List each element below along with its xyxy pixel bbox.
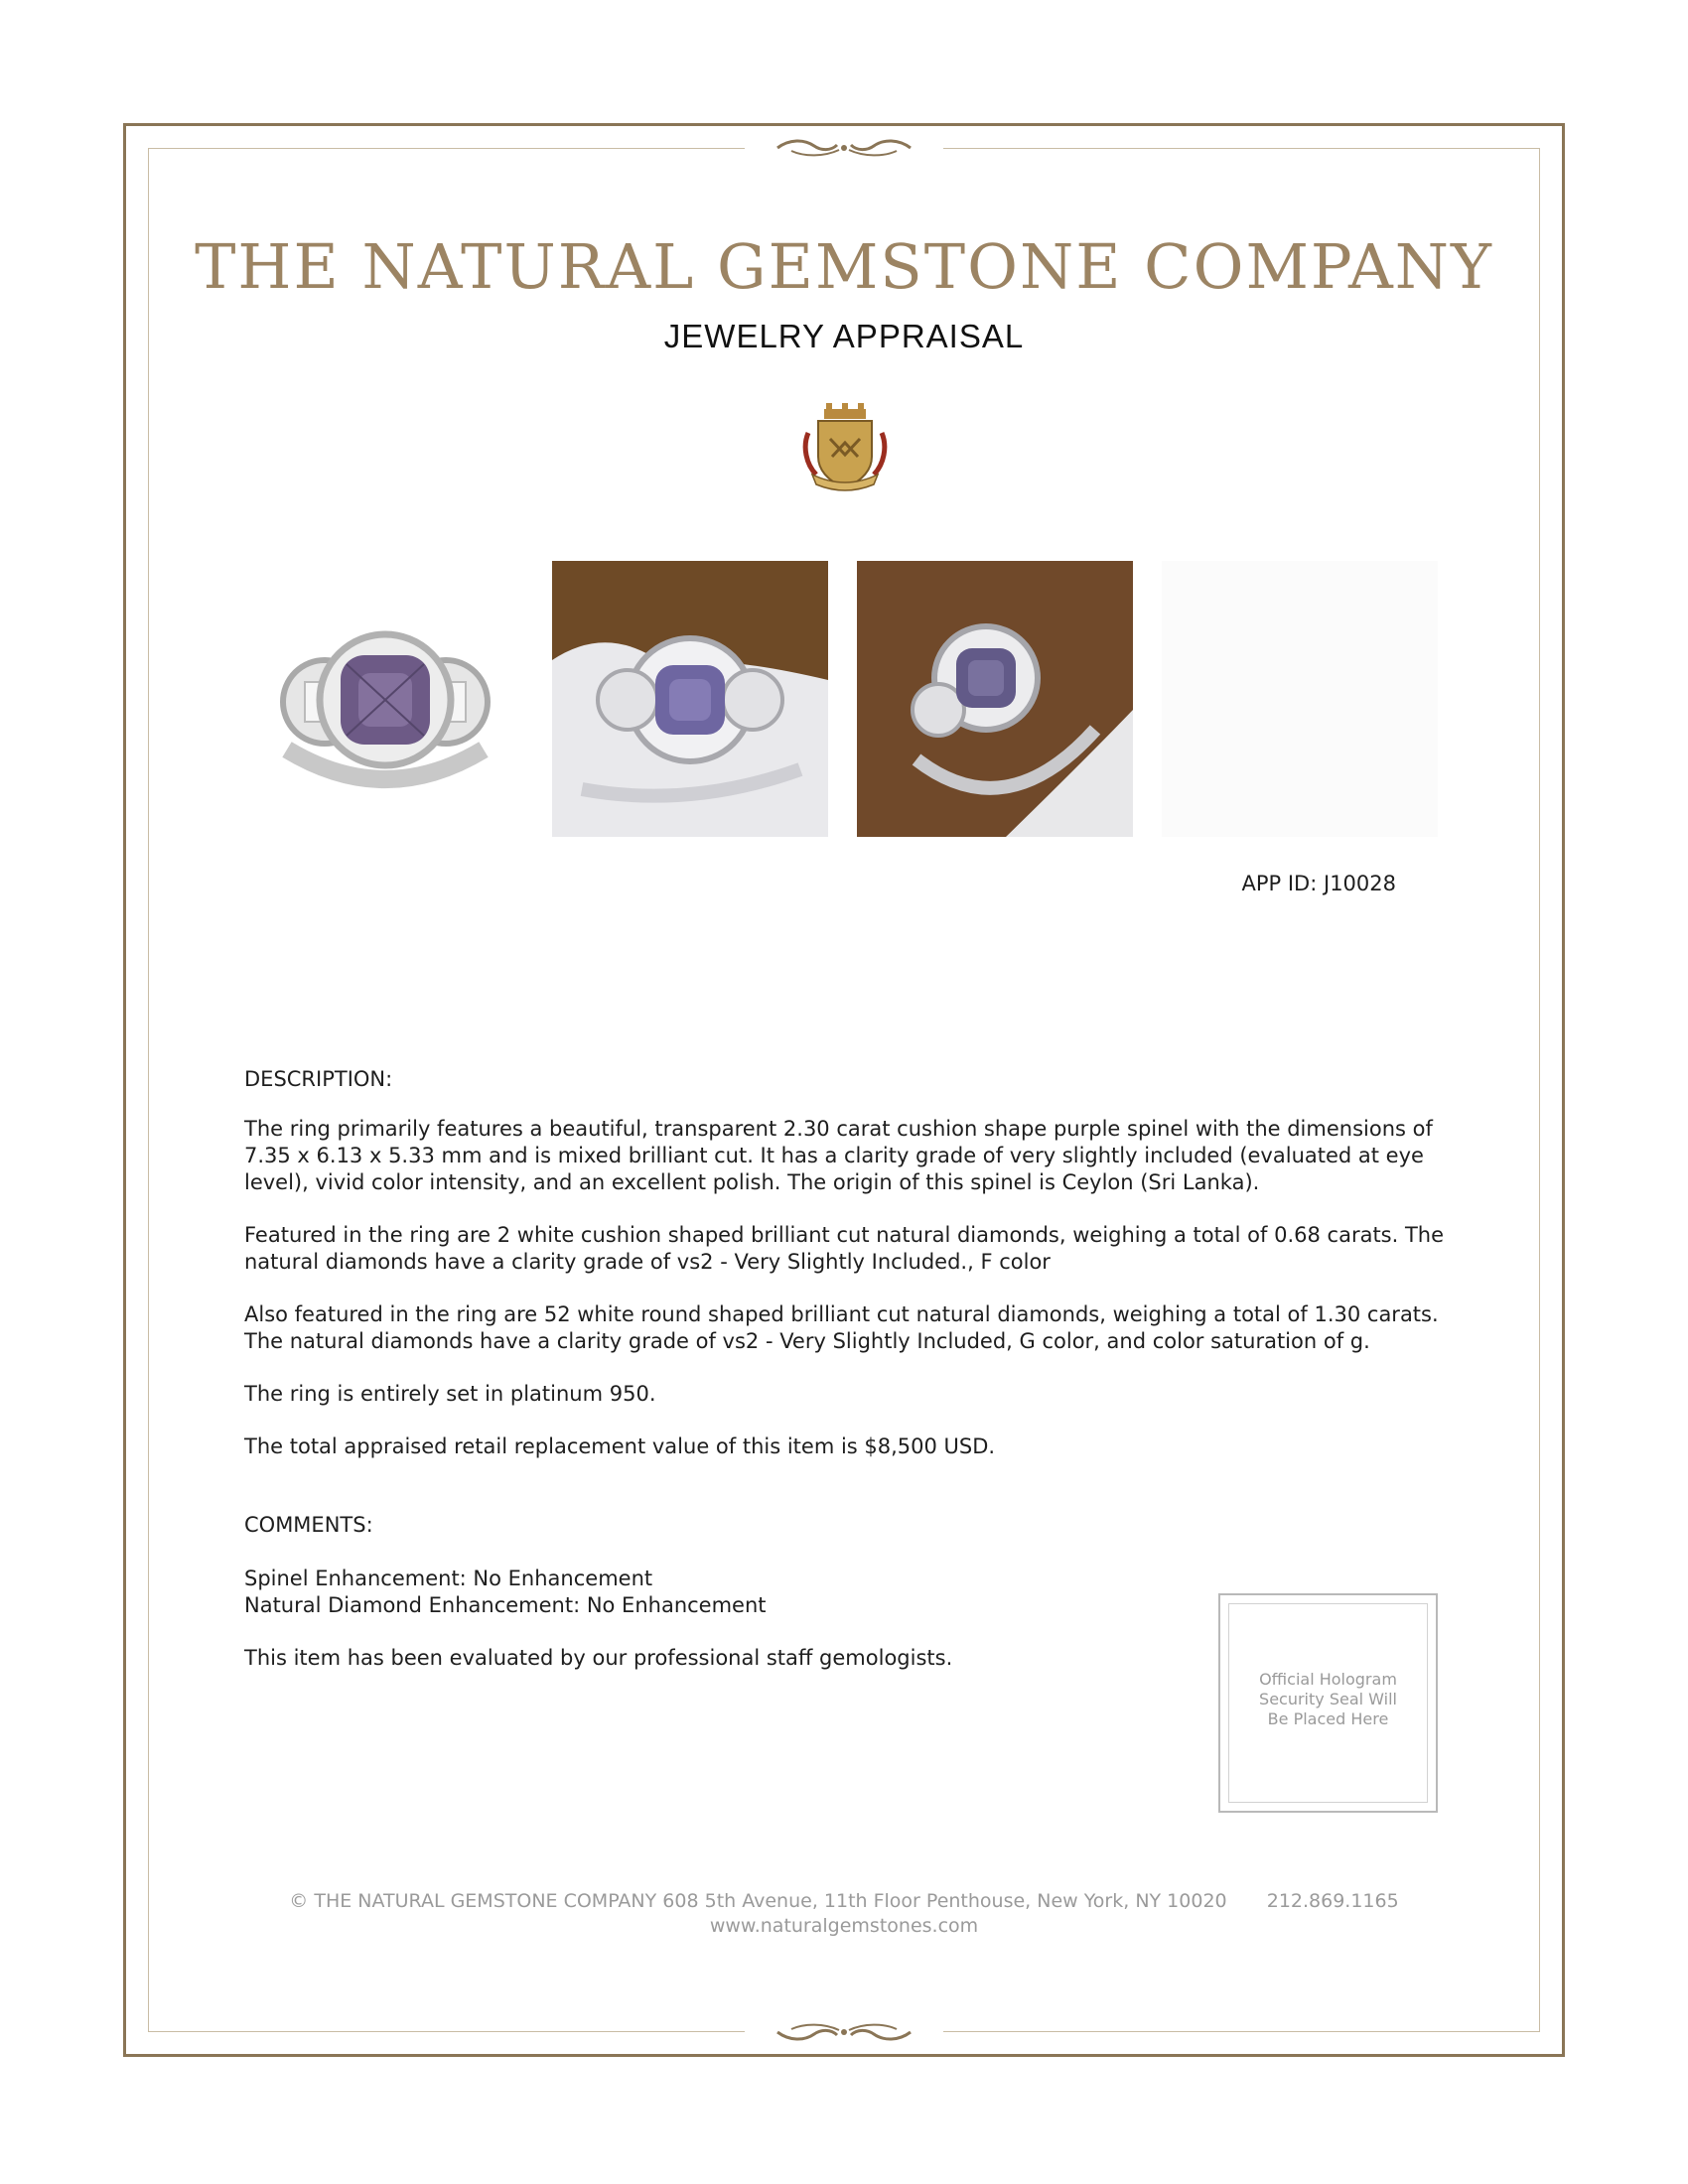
description-paragraph: The ring is entirely set in platinum 950. bbox=[244, 1382, 656, 1406]
evaluation-note: This item has been evaluated by our professional staff gemologists. bbox=[244, 1646, 953, 1670]
app-id-label: APP ID: bbox=[1241, 872, 1318, 895]
comments-heading: COMMENTS: bbox=[244, 1513, 373, 1537]
footer-copyright: © THE NATURAL GEMSTONE COMPANY bbox=[289, 1890, 657, 1912]
flourish-ornament-icon bbox=[745, 2020, 943, 2044]
crest-logo-icon bbox=[802, 403, 888, 494]
footer-address-line bbox=[159, 1890, 1529, 1912]
comment-line: Spinel Enhancement: No Enhancement bbox=[244, 1567, 653, 1590]
appraised-value: The total appraised retail replacement value of this item is $8,500 USD. bbox=[244, 1434, 996, 1458]
footer-address: 608 5th Avenue, 11th Floor Penthouse, New York, NY 10020 bbox=[662, 1890, 1227, 1912]
description-body bbox=[244, 1116, 1446, 1486]
description-paragraph: Featured in the ring are 2 white cushion shaped brilliant cut natural diamonds, weighing a total of 0.68 carats. The natural diamonds have a clarity grade of vs2 - Very Slightly Included., F color bbox=[244, 1223, 1445, 1274]
hologram-seal-text: Official Hologram Security Seal Will Be Placed Here bbox=[1259, 1670, 1397, 1728]
ring-photo-angle bbox=[857, 561, 1133, 837]
app-id bbox=[1092, 872, 1396, 895]
comment-line: Natural Diamond Enhancement: No Enhancement bbox=[244, 1593, 767, 1617]
app-id-value: J10028 bbox=[1324, 872, 1396, 895]
photo-placeholder bbox=[1162, 561, 1438, 837]
ring-photo-hand bbox=[552, 561, 828, 837]
flourish-ornament-icon bbox=[745, 136, 943, 160]
footer-website[interactable]: www.naturalgemstones.com bbox=[709, 1915, 979, 1937]
description-paragraph: Also featured in the ring are 52 white round shaped brilliant cut natural diamonds, weighing a total of 1.30 carats. The natural diamonds have a clarity grade of vs2 - Very Slightly Included, G color, and color saturation of g. bbox=[244, 1302, 1439, 1353]
footer-phone: 212.869.1165 bbox=[1266, 1890, 1399, 1912]
ring-photo-front bbox=[247, 561, 523, 837]
document-title: JEWELRY APPRAISAL bbox=[663, 318, 1025, 354]
description-heading: DESCRIPTION: bbox=[244, 1067, 393, 1091]
description-paragraph: The ring primarily features a beautiful, transparent 2.30 carat cushion shape purple spinel with the dimensions of 7.35 x 6.13 x 5.33 mm and is mixed brilliant cut. It has a clarity grade of very slightly included (evaluated at eye level), vivid color intensity, and an excellent polish. The origin of this spinel is Ceylon (Sri Lanka). bbox=[244, 1117, 1433, 1194]
company-name: THE NATURAL GEMSTONE COMPANY bbox=[195, 230, 1493, 303]
